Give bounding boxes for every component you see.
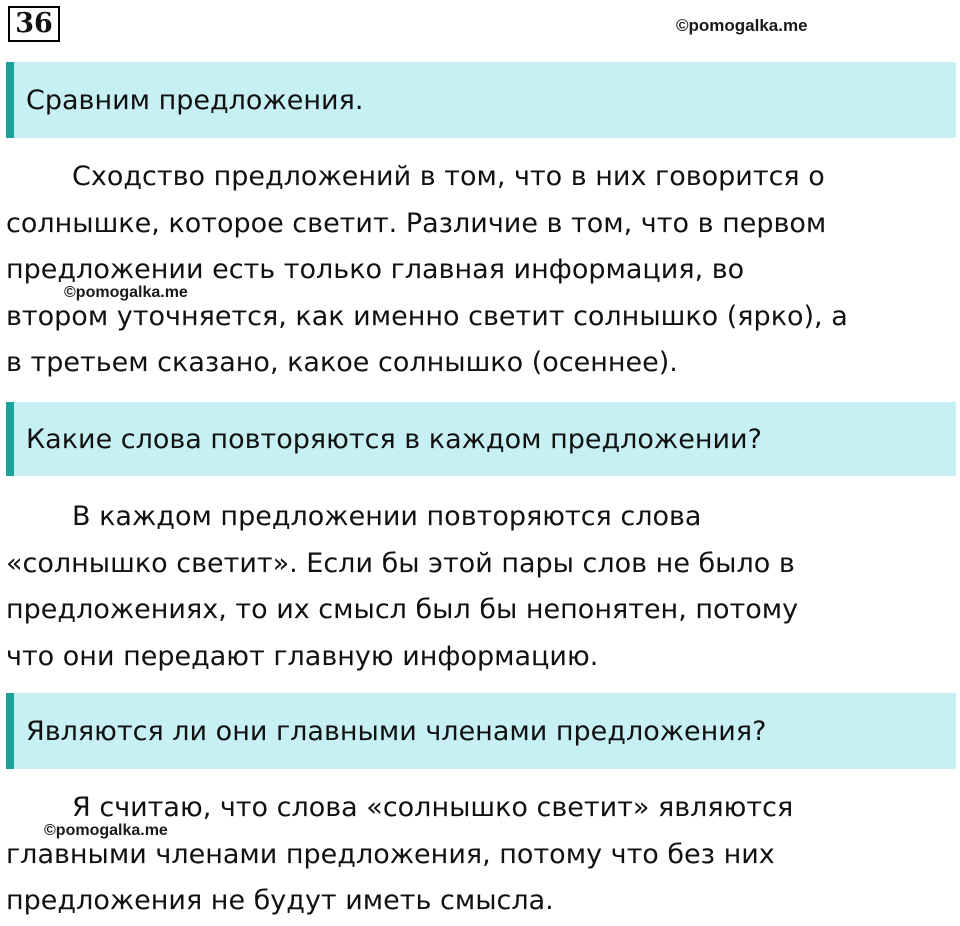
page-number-box: 36 <box>8 6 60 42</box>
answer-paragraph-3 <box>6 785 956 925</box>
paragraph-line: Я считаю, что слова «солнышко светит» являются <box>72 792 794 823</box>
paragraph-line: в третьем сказано, какое солнышко (осеннее). <box>6 347 678 378</box>
answer-paragraph-2 <box>6 494 956 680</box>
paragraph-line: предложения не будут иметь смысла. <box>6 885 554 916</box>
watermark-middle: ©pomogalka.me <box>64 284 188 301</box>
paragraph-line: предложении есть только главная информация, во <box>6 254 745 285</box>
answer-paragraph-1 <box>6 154 956 387</box>
watermark-bottom: ©pomogalka.me <box>44 822 168 839</box>
section-heading-1: Сравним предложения. <box>6 62 956 138</box>
paragraph-line: «солнышко светит». Если бы этой пары слов не было в <box>6 547 795 579</box>
watermark-top: ©pomogalka.me <box>676 16 808 35</box>
paragraph-line: главными членами предложения, потому что без них <box>6 838 775 870</box>
paragraph-line: В каждом предложении повторяются слова <box>72 501 702 532</box>
section-heading-3: Являются ли они главными членами предложения? <box>6 693 956 769</box>
paragraph-line: что они передают главную информацию. <box>6 640 599 672</box>
paragraph-line: втором уточняется, как именно светит солнышко (ярко), а <box>6 300 848 332</box>
paragraph-line: предложениях, то их смысл был бы непонятен, потому <box>6 594 799 625</box>
paragraph-line: солнышке, которое светит. Различие в том, что в первом <box>6 207 827 239</box>
paragraph-line: Сходство предложений в том, что в них говорится о <box>72 161 825 192</box>
section-heading-2: Какие слова повторяются в каждом предложении? <box>6 402 956 476</box>
